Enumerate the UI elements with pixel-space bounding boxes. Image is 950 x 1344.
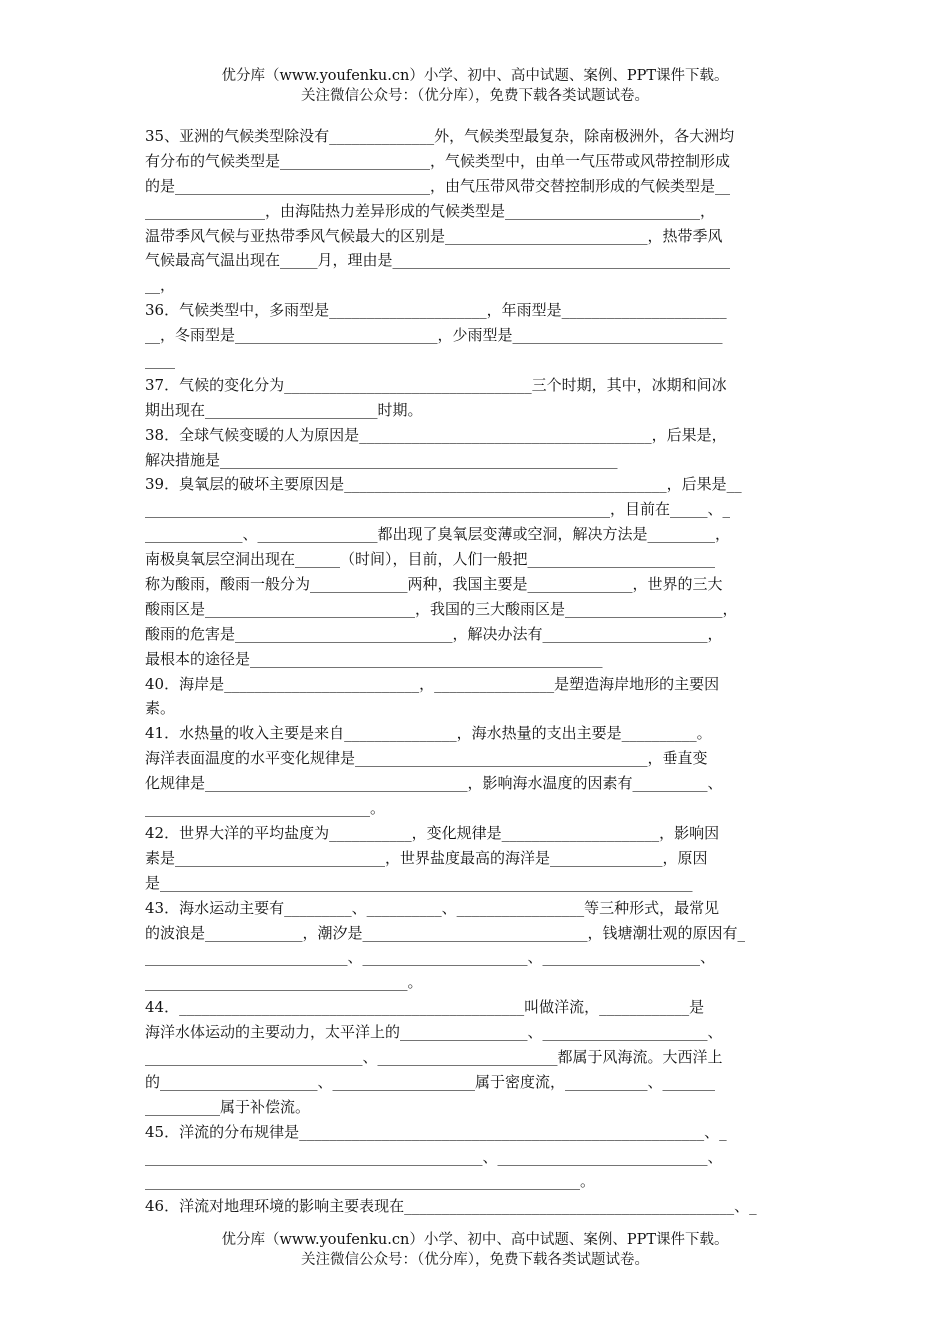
page-header bbox=[0, 66, 950, 106]
text-line: 酸雨的危害是_____________________________，解决办法有______________________， bbox=[145, 624, 723, 643]
text-line: 是_______________________________________________________________________ bbox=[145, 873, 693, 892]
page-footer bbox=[0, 1230, 950, 1270]
text-line: ___________________________________。 bbox=[145, 973, 423, 992]
text-line: 海洋表面温度的水平变化规律是_______________________________________，垂直变 bbox=[145, 749, 708, 768]
text-line: 气候最高气温出现在_____月，理由是_____________________________________________ bbox=[145, 251, 731, 270]
text-line: ____ bbox=[145, 351, 175, 370]
text-line: _____________、________________都出现了臭氧层变薄或空洞，解决方法是_________， bbox=[145, 525, 731, 544]
text-line: ___________________________、______________________、_____________________、 bbox=[145, 948, 716, 967]
footer-line-2: 关注微信公众号：（优分库），免费下载各类试题试卷。 bbox=[301, 1252, 649, 1268]
footer-line-1: 优分库（www.youfenku.cn）小学、初中、高中试题、案例、PPT课件下载。 bbox=[221, 1232, 729, 1248]
text-line: 37．气候的变化分为_________________________________三个时期，其中，冰期和间冰 bbox=[145, 375, 727, 394]
text-line: 素。 bbox=[145, 699, 176, 718]
text-line: 40．海岸是__________________________，________________是塑造海岸地形的主要因 bbox=[145, 674, 720, 693]
question-body bbox=[145, 124, 809, 1219]
text-line: 的波浪是_____________，潮汐是______________________________，钱塘潮壮观的原因有_ bbox=[145, 923, 746, 942]
text-line: _____________________________________________、____________________________、 bbox=[145, 1147, 723, 1166]
text-line: 41．水热量的收入主要是来自_______________，海水热量的支出主要是__________。 bbox=[145, 724, 712, 743]
text-line: 化规律是___________________________________，影响海水温度的因素有__________、 bbox=[145, 774, 723, 793]
text-line: ________________，由海陆热力差异形成的气候类型是__________________________， bbox=[145, 201, 716, 220]
text-line: 38．全球气候变暖的人为原因是_______________________________________，后果是， bbox=[145, 425, 727, 444]
text-line: 素是____________________________，世界盐度最高的海洋是_______________，原因 bbox=[145, 848, 708, 867]
text-line: 最根本的途径是_______________________________________________ bbox=[145, 649, 603, 668]
text-line: 42．世界大洋的平均盐度为___________，变化规律是_____________________，影响因 bbox=[145, 823, 720, 842]
header-line-1: 优分库（www.youfenku.cn）小学、初中、高中试题、案例、PPT课件下载。 bbox=[221, 68, 729, 84]
text-line: __________________________________________________________。 bbox=[145, 1172, 596, 1191]
text-line: 的_____________________、___________________属于密度流，___________、_______ bbox=[145, 1072, 716, 1091]
text-line: __， bbox=[145, 276, 176, 295]
text-line: 期出现在_______________________时期。 bbox=[145, 400, 423, 419]
text-line: __，冬雨型是___________________________，少雨型是____________________________ bbox=[145, 326, 723, 345]
text-line: 35、亚洲的气候类型除没有______________外，气候类型最复杂，除南极洲外，各大洲均 bbox=[145, 127, 735, 145]
text-line: _____________________________、________________________都属于风海流。大西洋上 bbox=[145, 1047, 723, 1066]
text-line: __________属于补偿流。 bbox=[145, 1097, 311, 1116]
text-line: 39．臭氧层的破坏主要原因是___________________________________________，后果是__ bbox=[145, 475, 742, 494]
header-line-2: 关注微信公众号：（优分库），免费下载各类试题试卷。 bbox=[301, 88, 649, 104]
text-line: 南极臭氧层空洞出现在______（时间），目前，人们一般把_________________________ bbox=[145, 550, 716, 569]
text-line: 44．______________________________________________叫做洋流，____________是 bbox=[145, 998, 705, 1017]
text-line: ______________________________。 bbox=[145, 799, 386, 818]
text-line: 解决措施是_____________________________________________________ bbox=[145, 450, 618, 469]
text-line: 称为酸雨，酸雨一般分为_____________两种，我国主要是______________，世界的三大 bbox=[145, 575, 723, 594]
text-line: 46．洋流对地理环境的影响主要表现在____________________________________________、_ bbox=[145, 1197, 757, 1216]
text-line: 温带季风气候与亚热带季风气候最大的区别是___________________________，热带季风 bbox=[145, 226, 723, 245]
text-line: 43．海水运动主要有_________、__________、_________________等三种形式，最常见 bbox=[145, 898, 720, 917]
text-line: 45．洋流的分布规律是______________________________________________________、_ bbox=[145, 1122, 727, 1141]
text-line: 36．气候类型中，多雨型是_____________________，年雨型是______________________ bbox=[145, 301, 727, 320]
text-line: ______________________________________________________________，目前在_____、_ bbox=[145, 500, 731, 519]
text-line: 海洋水体运动的主要动力，太平洋上的_________________、______________________、 bbox=[145, 1023, 723, 1042]
text-line: 有分布的气候类型是____________________，气候类型中，由单一气压带或风带控制形成 bbox=[145, 151, 731, 170]
text-line: 的是__________________________________，由气压带风带交替控制形成的气候类型是__ bbox=[145, 176, 731, 195]
text-line: 酸雨区是____________________________，我国的三大酸雨区是_____________________， bbox=[145, 599, 738, 618]
